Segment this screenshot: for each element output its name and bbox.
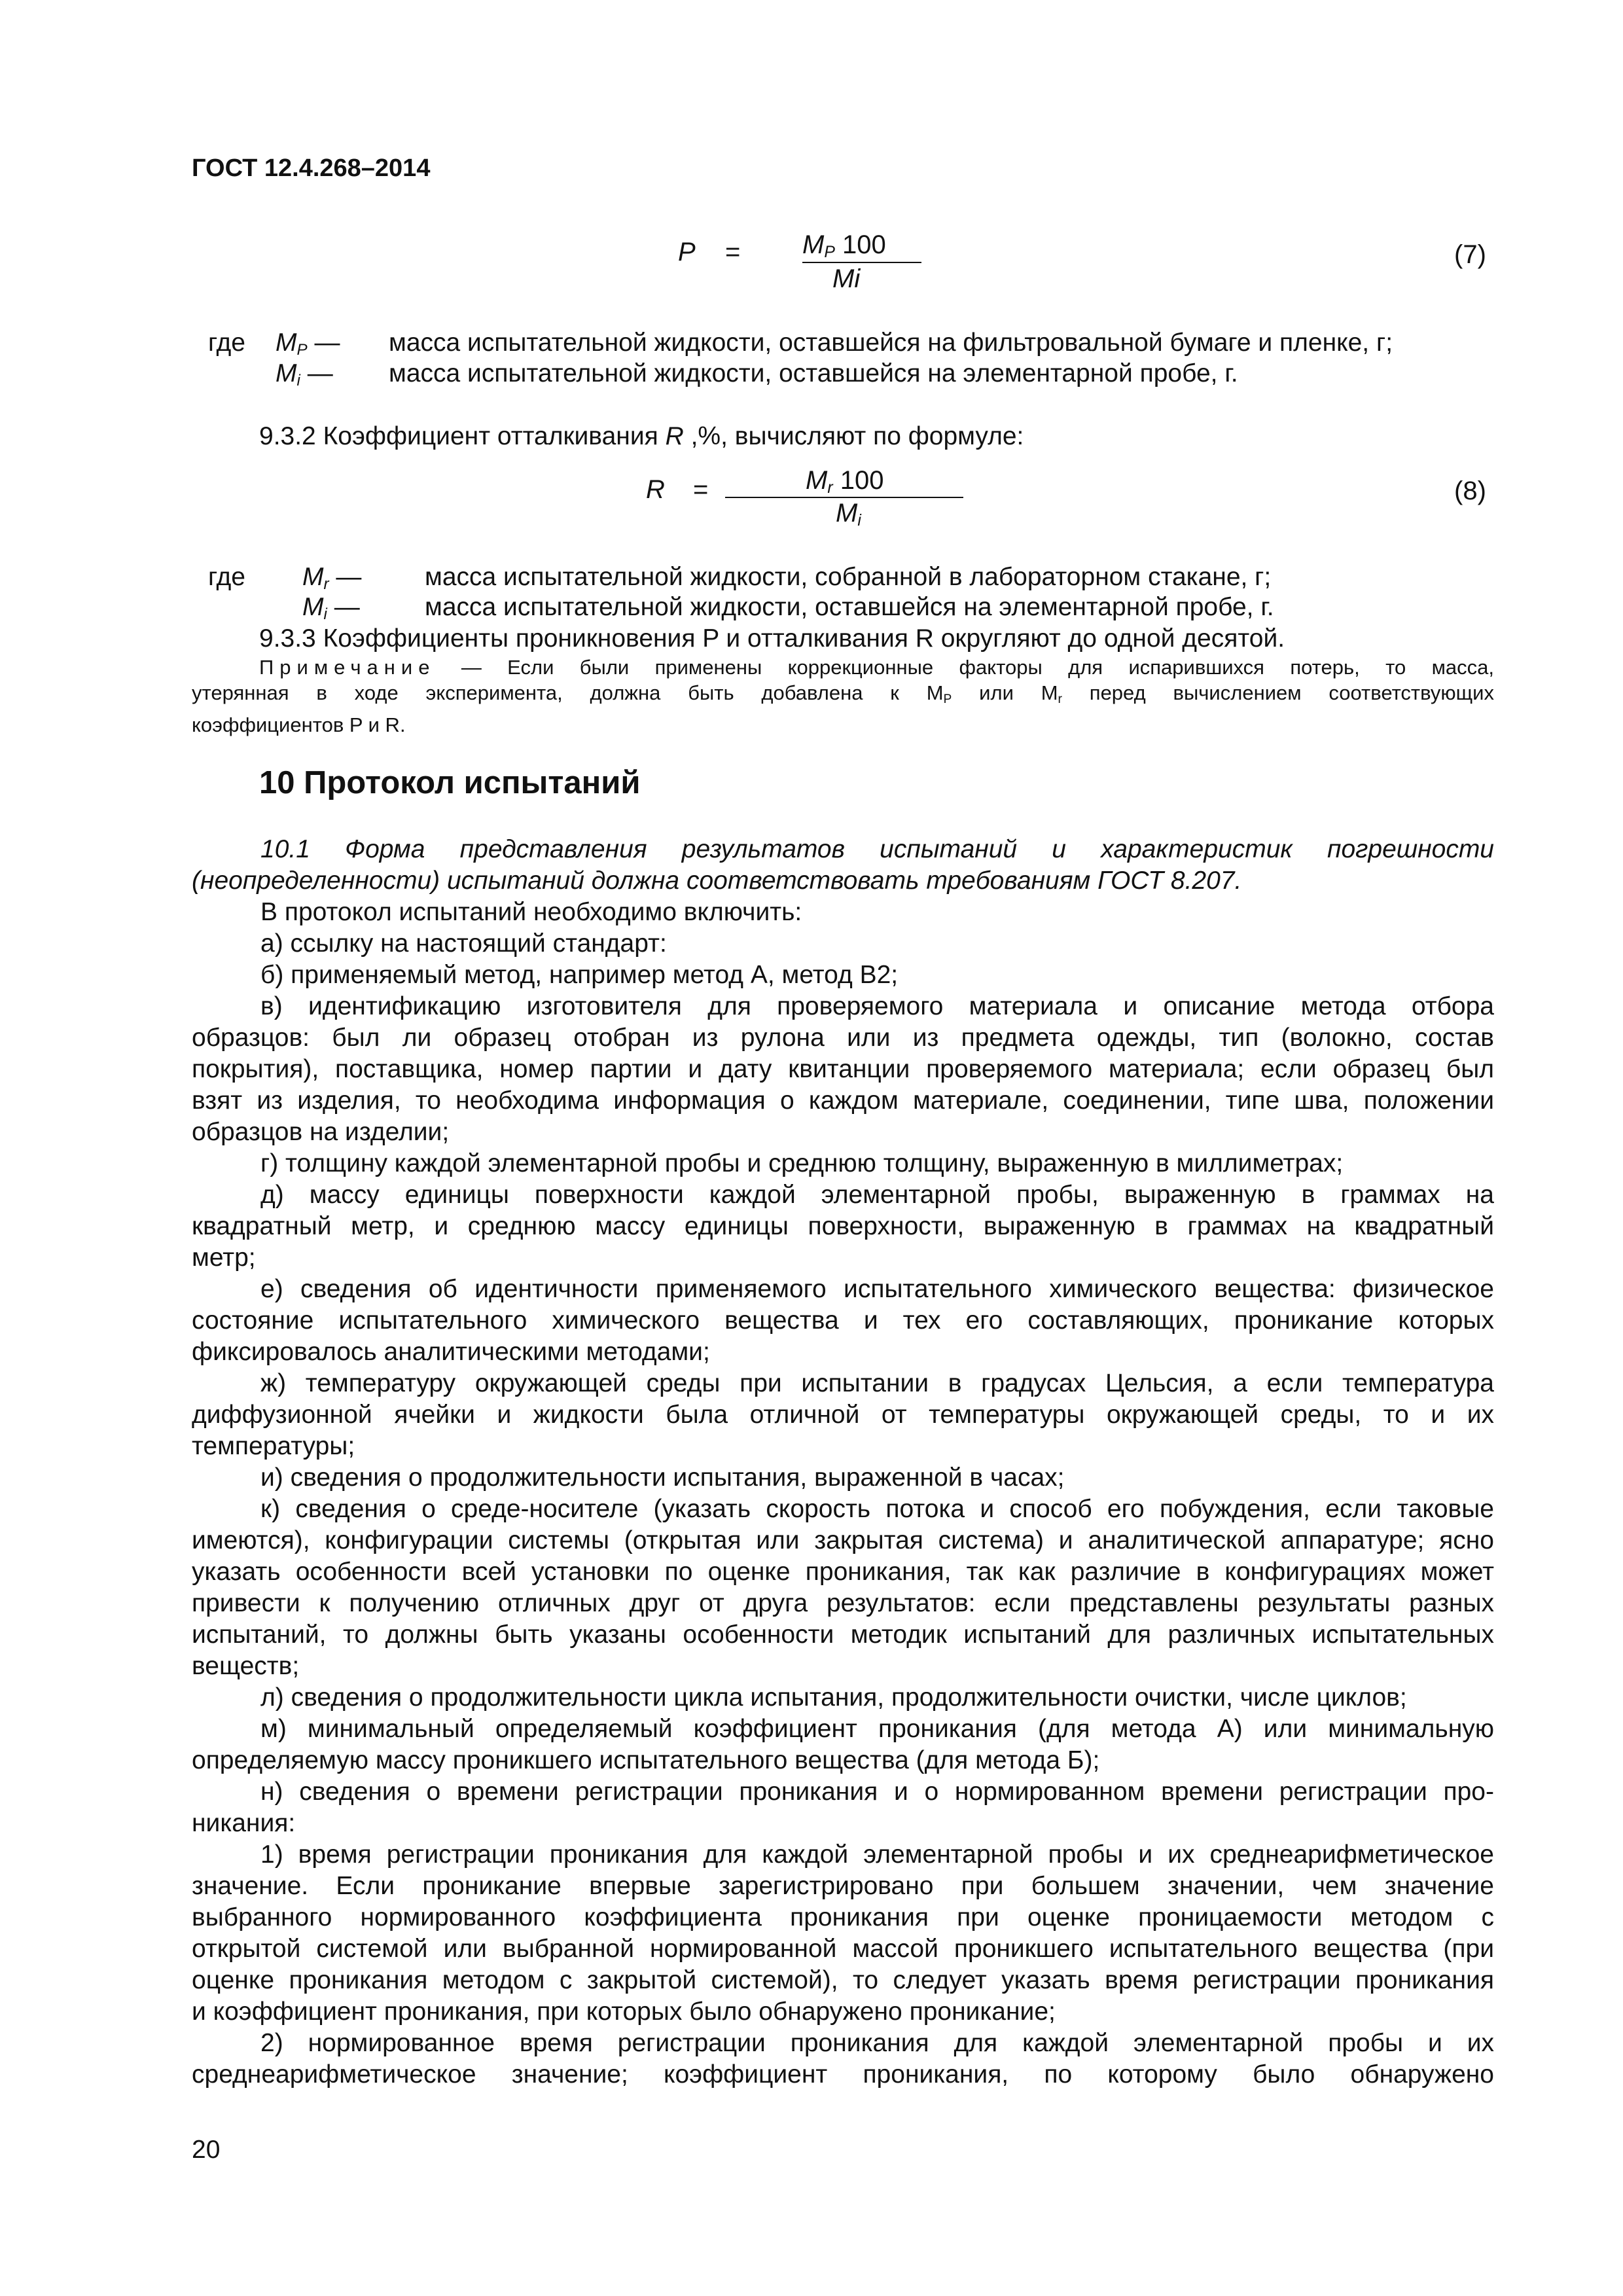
note-line: коэффициентов P и R.	[192, 713, 406, 736]
formula-7-fraction-bar	[802, 262, 921, 263]
section-title: 10 Протокол испытаний	[259, 765, 641, 800]
note-line: утерянная в ходе эксперимента, должна быть добавлена к $M_P$ или $M_r$ перед вычислением соответствующих	[192, 681, 1494, 706]
definition-symbol: $M_P$ —	[276, 329, 340, 359]
paragraph-10-1: (неопределенности) испытаний должна соответствовать требованиям ГОСТ 8.207.	[192, 867, 1242, 895]
formula-8-eq: =	[693, 475, 709, 504]
formula-7-number: (7)	[1454, 240, 1486, 269]
definition-text: масса испытательной жидкости, оставшейся на элементарной пробе, г.	[389, 359, 1238, 387]
formula-8-lhs: R	[646, 475, 665, 504]
formula-8-numerator: $M_r$ 100	[806, 466, 884, 497]
list-item-n1: 1) время регистрации проникания для каждой элементарной пробы и их среднеарифметическое значение. Если проникание впервые зарегистрировано при большем значении, чем значение выбранного нормированного коэффициента проникания при оценке проницаемости методом с открытой системой или выбранной нормированной массой проникшего испытательного вещества (при оценке проникания методом с закрытой системой), то следует указать время регистрации проникания и коэффициент проникания, при которых было обнаружено проникание;	[192, 1840, 1494, 2026]
list-item-n2: 2) нормированное время регистрации проникания для каждой элементарной пробы и их среднеарифметическое значение; коэффициент проникания, по которому было обнаружено	[192, 2029, 1494, 2089]
list-item-zh: ж) температуру окружающей среды при испытании в градусах Цельсия, а если температура диффузионной ячейки и жидкости была отличной от температуры окружающей среды, то и их температуры;	[192, 1369, 1494, 1460]
paragraph-10-1: 10.1 Форма представления результатов испытаний и характеристик погрешности	[260, 835, 1494, 863]
definition-symbol: $M_i$ —	[302, 593, 360, 624]
list-item-a: а) ссылку на настоящий стандарт:	[260, 929, 667, 958]
definition-text: масса испытательной жидкости, собранной в лабораторном стакане, г;	[425, 563, 1272, 591]
list-item-i: и) сведения о продолжительности испытания, выраженной в часах;	[260, 1463, 1065, 1492]
formula-7-numerator: $M_P$ 100	[802, 230, 886, 262]
formula-7-eq: =	[725, 238, 741, 266]
formula-7-lhs: P	[678, 238, 696, 266]
paragraph-9-3-3: 9.3.3 Коэффициенты проникновения P и отталкивания R округляют до одной десятой.	[259, 624, 1285, 653]
section-body	[192, 834, 1494, 2090]
formula-8-number: (8)	[1454, 476, 1486, 505]
list-item-k: к) сведения о среде-носителе (указать скорость потока и способ его побуждения, если таковые имеются), конфигурации системы (открытая или закрытая система) и аналитической аппаратуре; ясно указать особенности всей установки по оценке проникания, так как различие в конфигурациях может привести к получению отличных друг от друга результатов: если представлены результаты разных испытаний, то должны быть указаны особенности методик испытаний для различных испытательных веществ;	[192, 1495, 1494, 1680]
list-item-n: н) сведения о времени регистрации проникания и о нормированном времени регистрации про- никания:	[192, 1778, 1494, 1837]
list-item-d: д) массу единицы поверхности каждой элементарной пробы, выраженную в граммах на квадратный метр, и среднюю массу единицы поверхности, выраженную в граммах на квадратный метр;	[192, 1181, 1494, 1272]
definition-text: масса испытательной жидкости, оставшейся на фильтровальной бумаге и пленке, г;	[389, 329, 1393, 357]
formula-7-denominator: Mi	[832, 264, 861, 293]
paragraph-9-3-2: 9.3.2 Коэффициент отталкивания R ,%, вычисляют по формуле:	[259, 422, 1024, 450]
list-item-l: л) сведения о продолжительности цикла испытания, продолжительности очистки, числе циклов;	[260, 1683, 1407, 1712]
list-item-m: м) минимальный определяемый коэффициент проникания (для метода А) или минимальную определяемую массу проникшего испытательного вещества (для метода Б);	[192, 1715, 1494, 1774]
list-item-v: в) идентификацию изготовителя для проверяемого материала и описание метода отбора образцов: был ли образец отобран из рулона или из предмета одежды, тип (волокно, состав покрытия), поставщика, номер партии и дату квитанции проверяемого материала; если образец был взят из изделия, то необходима информация о каждом материале, соединении, типе шва, положении образцов на изделии;	[192, 992, 1494, 1146]
list-intro: В протокол испытаний необходимо включить:	[260, 898, 802, 926]
list-item-g: г) толщину каждой элементарной пробы и среднюю толщину, выраженную в миллиметрах;	[260, 1149, 1344, 1177]
formula-8-fraction-bar	[725, 497, 963, 498]
where-label: где	[208, 563, 245, 591]
document-header: ГОСТ 12.4.268–2014	[192, 154, 431, 182]
definition-text: масса испытательной жидкости, оставшейся на элементарной пробе, г.	[425, 593, 1274, 621]
note-line: Примечание — Если были применены коррекционные факторы для испарившихся потерь, то масса,	[259, 656, 1494, 679]
list-item-b: б) применяемый метод, например метод А, метод В2;	[260, 961, 899, 989]
definition-symbol: $M_i$ —	[276, 359, 333, 390]
note-label: Примечание	[259, 656, 436, 679]
note	[192, 655, 1494, 738]
list-item-e: е) сведения об идентичности применяемого испытательного химического вещества: физическое состояние испытательного химического вещества и тех его составляющих, проникание которых фиксировалось аналитическими методами;	[192, 1275, 1494, 1366]
page-number: 20	[192, 2136, 221, 2164]
definition-symbol: $M_r$ —	[302, 563, 362, 594]
formula-8-denominator: $M_i$	[836, 499, 861, 530]
where-label: где	[208, 329, 245, 357]
